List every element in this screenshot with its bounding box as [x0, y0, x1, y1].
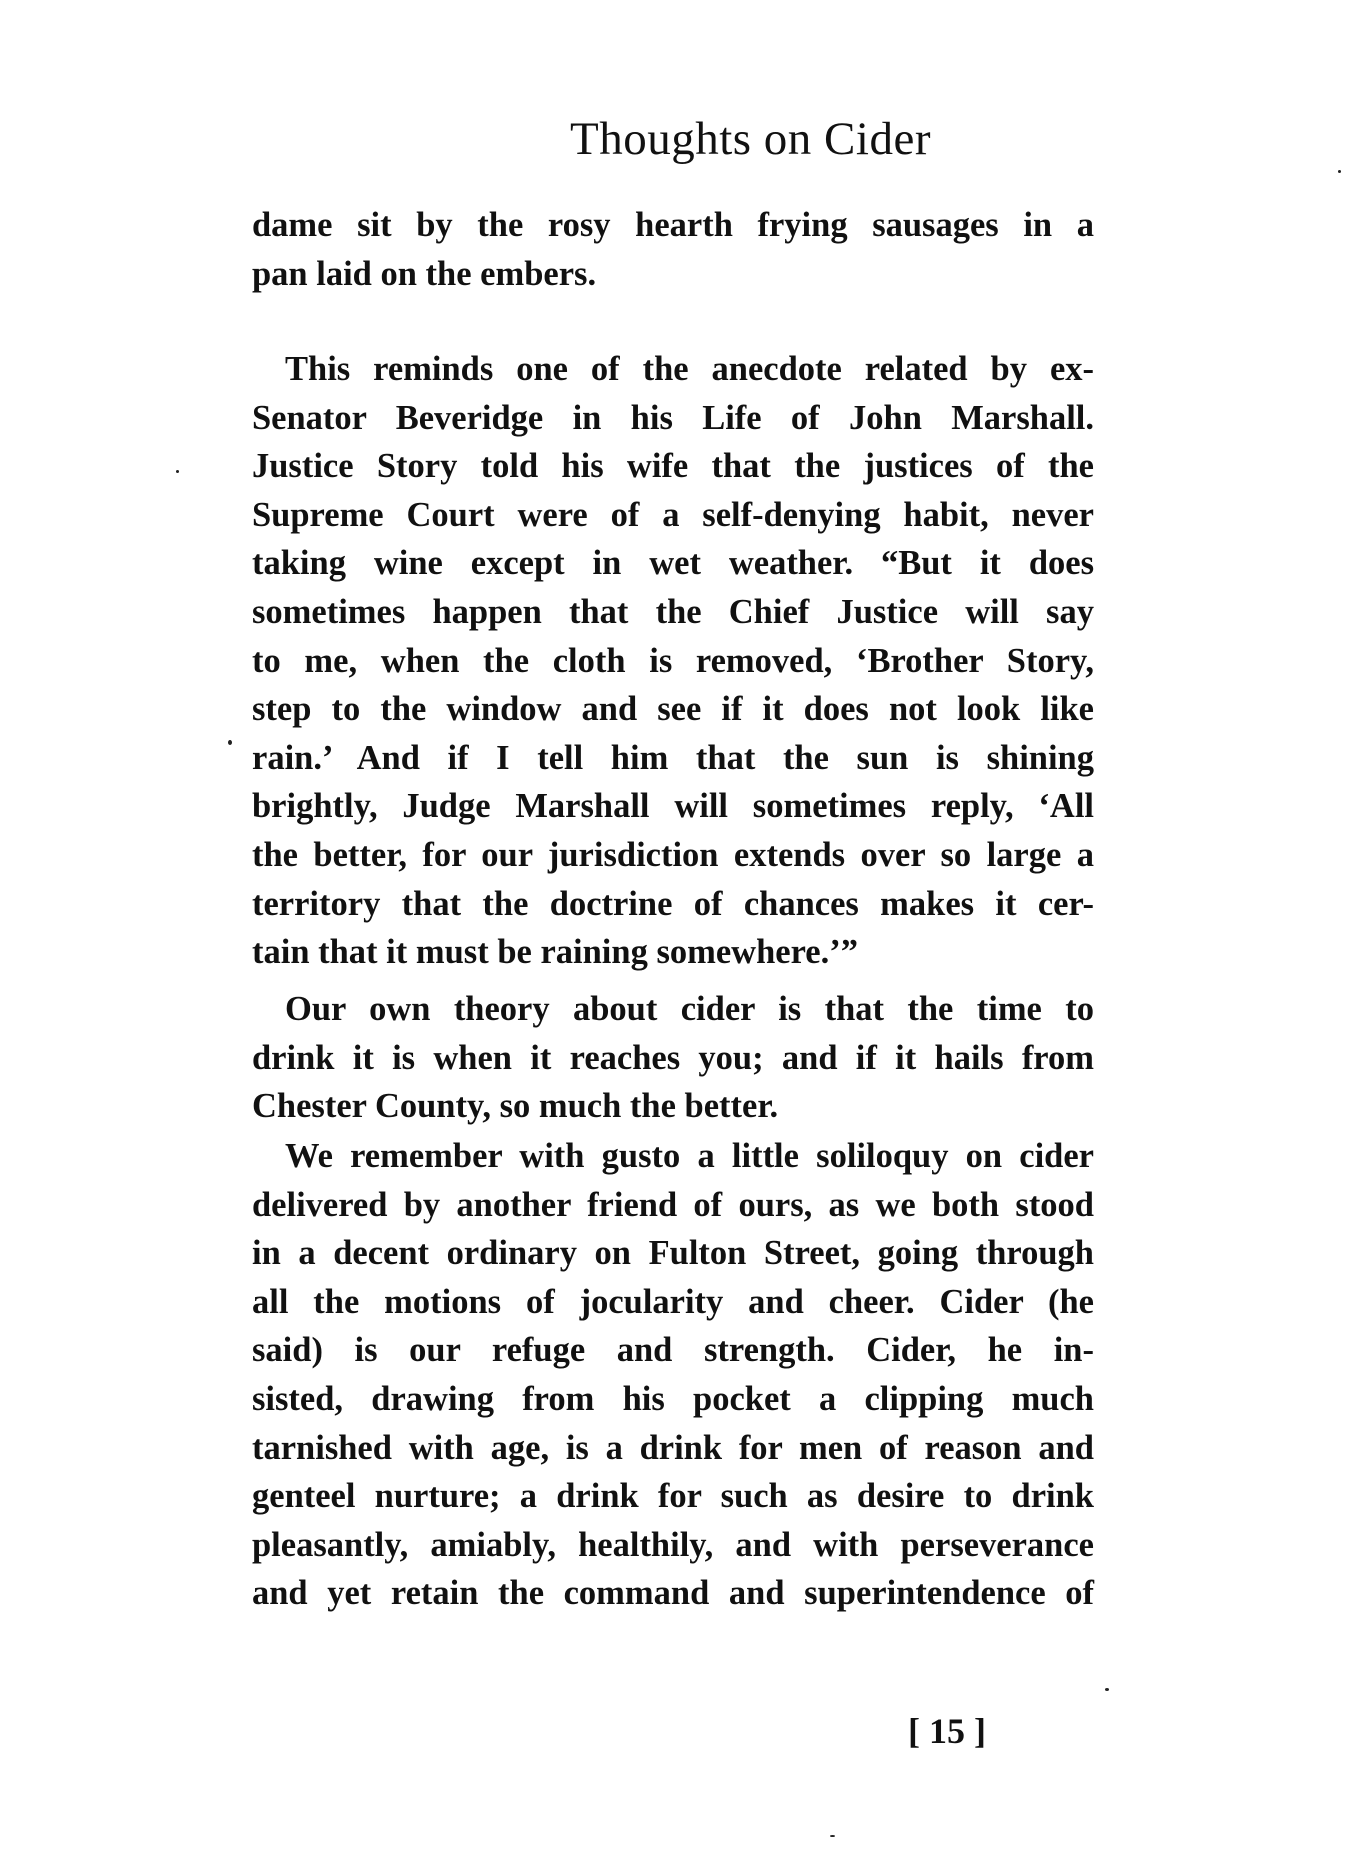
- scan-speck: [176, 470, 179, 473]
- text-line: in a decent ordinary on Fulton Street, going through: [252, 1234, 1094, 1273]
- text-line: Our own theory about cider is that the time to: [285, 990, 1094, 1028]
- text-line: This reminds one of the anecdote related by ex-: [285, 350, 1094, 388]
- text-line: delivered by another friend of ours, as we both stood: [252, 1185, 1094, 1224]
- text-line: tain that it must be raining somewhere.’”: [252, 933, 858, 972]
- scan-speck: [830, 1835, 835, 1837]
- text-line: step to the window and see if it does not look like: [252, 690, 1094, 729]
- text-line: Supreme Court were of a self-denying habit, never: [252, 495, 1094, 534]
- text-line: drink it is when it reaches you; and if it hails from: [252, 1038, 1094, 1077]
- text-line: Senator Beveridge in his Life of John Marshall.: [252, 398, 1094, 437]
- paragraph-theory: [252, 985, 1094, 1131]
- text-line: tarnished with age, is a drink for men of reason and: [252, 1428, 1094, 1467]
- text-line: Chester County, so much the better.: [252, 1087, 779, 1126]
- text-line: genteel nurture; a drink for such as desire to drink: [252, 1477, 1094, 1516]
- paragraph-anecdote: [252, 345, 1094, 977]
- text-line: said) is our refuge and strength. Cider, he in-: [252, 1331, 1094, 1370]
- text-line: and yet retain the command and superintendence of: [252, 1574, 1094, 1613]
- text-line: pleasantly, amiably, healthily, and with perseverance: [252, 1525, 1094, 1564]
- scan-speck: [1338, 170, 1341, 173]
- text-line: sometimes happen that the Chief Justice will say: [252, 592, 1094, 631]
- paragraph-continuation: [252, 201, 1094, 298]
- page-number: [ 15 ]: [908, 1711, 986, 1751]
- text-line: all the motions of jocularity and cheer. Cider (he: [252, 1282, 1094, 1321]
- text-line: We remember with gusto a little soliloquy on cider: [285, 1137, 1094, 1175]
- text-line: dame sit by the rosy hearth frying sausages in a: [252, 206, 1094, 244]
- text-line: Justice Story told his wife that the justices of the: [252, 447, 1094, 486]
- text-line: pan laid on the embers.: [252, 254, 597, 293]
- text-line: sisted, drawing from his pocket a clipping much: [252, 1379, 1094, 1418]
- text-line: taking wine except in wet weather. “But it does: [252, 544, 1094, 583]
- text-line: rain.’ And if I tell him that the sun is shining: [252, 738, 1094, 777]
- text-line: territory that the doctrine of chances makes it cer-: [252, 884, 1094, 923]
- text-line: the better, for our jurisdiction extends over so large a: [252, 835, 1094, 874]
- text-line: brightly, Judge Marshall will sometimes reply, ‘All: [252, 787, 1094, 826]
- running-title: Thoughts on Cider: [570, 113, 931, 165]
- scan-speck: [1105, 1688, 1109, 1691]
- paragraph-soliloquy: [252, 1132, 1094, 1618]
- text-line: to me, when the cloth is removed, ‘Brother Story,: [252, 641, 1094, 680]
- scan-speck: [228, 740, 232, 745]
